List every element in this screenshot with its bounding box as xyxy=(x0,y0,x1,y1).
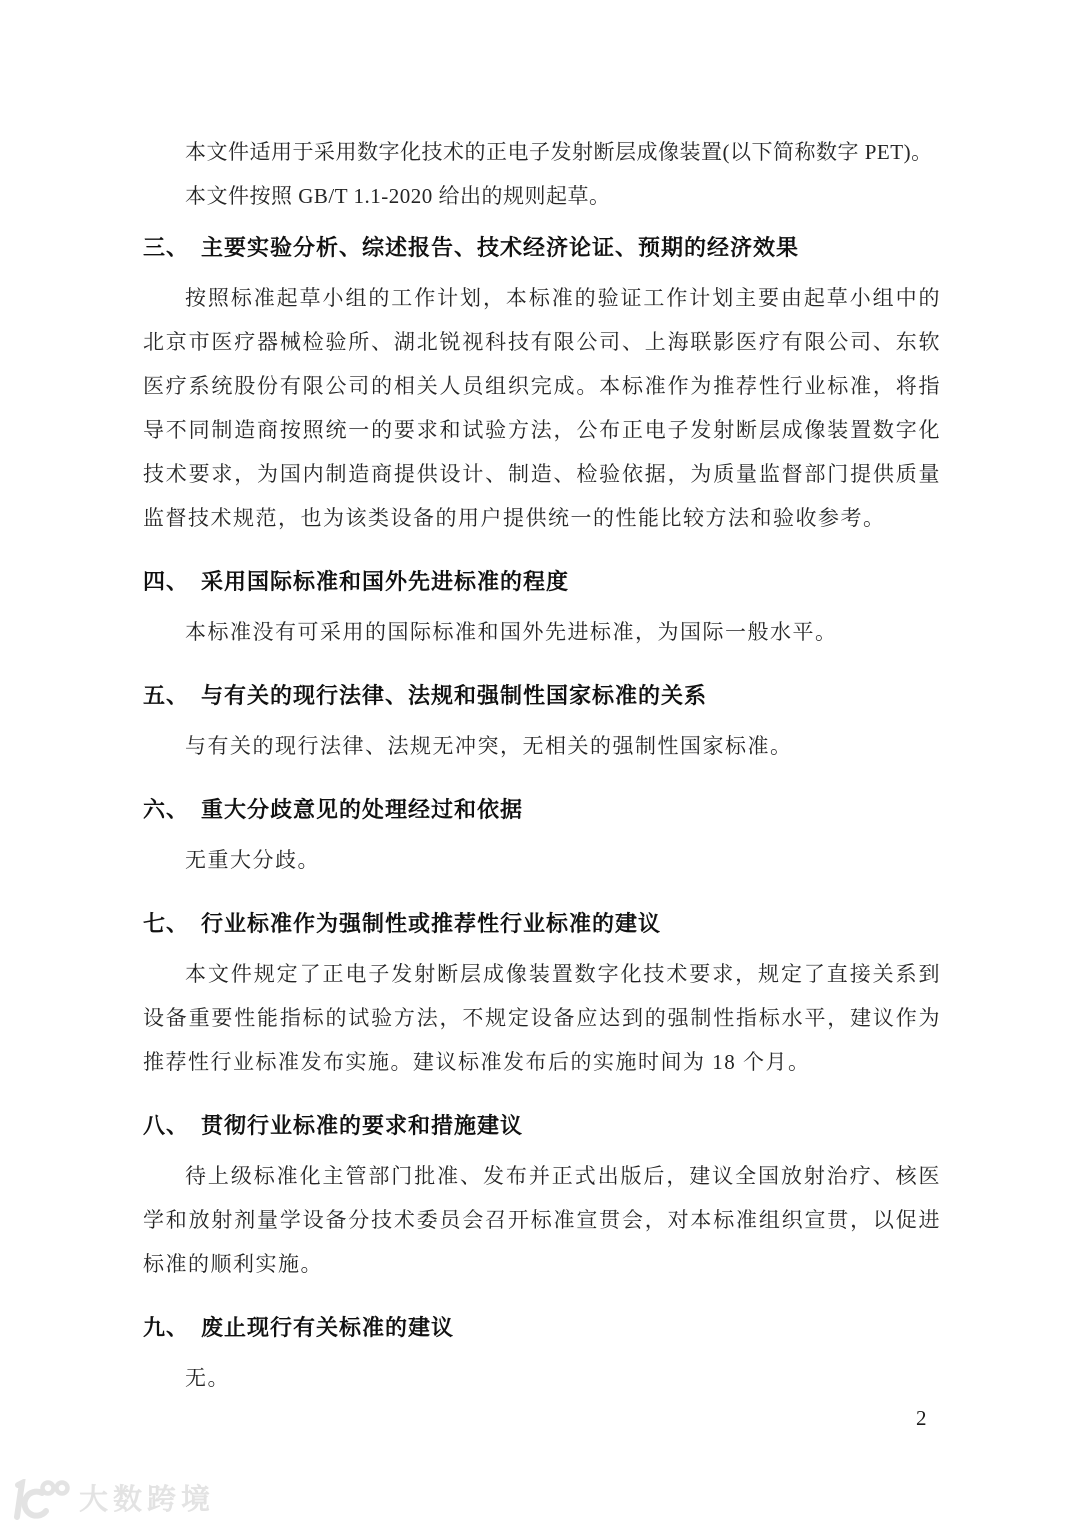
section-heading-8: 八、 贯彻行业标准的要求和措施建议 xyxy=(143,1113,524,1138)
section-heading-3: 三、 主要实验分析、综述报告、技术经济论证、预期的经济效果 xyxy=(143,235,800,260)
section-heading-9: 九、 废止现行有关标准的建议 xyxy=(143,1315,455,1340)
paragraph-drafting-rules: 本文件按照 GB/T 1.1-2020 给出的规则起草。 xyxy=(185,184,611,208)
section-heading-5: 五、 与有关的现行法律、法规和强制性国家标准的关系 xyxy=(143,683,708,708)
watermark xyxy=(8,1479,215,1521)
dashu-100-logo-icon xyxy=(8,1479,70,1521)
paragraph-scope: 本文件适用于采用数字化技术的正电子发射断层成像装置(以下简称数字 PET)。 xyxy=(185,140,933,164)
section-heading-4: 四、 采用国际标准和国外先进标准的程度 xyxy=(143,569,570,594)
section-body-7: 本文件规定了正电子发射断层成像装置数字化技术要求，规定了直接关系到设备重要性能指标的试验方法，不规定设备应达到的强制性指标水平，建议作为推荐性行业标准发布实施。建议标准发布后的实施时间为 18 个月。 xyxy=(143,962,941,1074)
section-body-6: 无重大分歧。 xyxy=(185,848,320,872)
page-number: 2 xyxy=(916,1406,927,1430)
section-heading-6: 六、 重大分歧意见的处理经过和依据 xyxy=(143,797,524,822)
section-body-9: 无。 xyxy=(185,1366,230,1390)
page-content xyxy=(143,130,941,1400)
section-heading-7: 七、 行业标准作为强制性或推荐性行业标准的建议 xyxy=(143,911,662,936)
section-body-8: 待上级标准化主管部门批准、发布并正式出版后，建议全国放射治疗、核医学和放射剂量学设备分技术委员会召开标准宣贯会，对本标准组织宣贯，以促进标准的顺利实施。 xyxy=(143,1164,941,1276)
section-body-4: 本标准没有可采用的国际标准和国外先进标准，为国际一般水平。 xyxy=(185,620,838,644)
section-body-3: 按照标准起草小组的工作计划，本标准的验证工作计划主要由起草小组中的北京市医疗器械检验所、湖北锐视科技有限公司、上海联影医疗有限公司、东软医疗系统股份有限公司的相关人员组织完成。本标准作为推荐性行业标准，将指导不同制造商按照统一的要求和试验方法，公布正电子发射断层成像装置数字化技术要求，为国内制造商提供设计、制造、检验依据，为质量监督部门提供质量监督技术规范，也为该类设备的用户提供统一的性能比较方法和验收参考。 xyxy=(143,286,941,530)
section-body-5: 与有关的现行法律、法规无冲突，无相关的强制性国家标准。 xyxy=(185,734,793,758)
watermark-text: 大数跨境 xyxy=(79,1484,216,1516)
